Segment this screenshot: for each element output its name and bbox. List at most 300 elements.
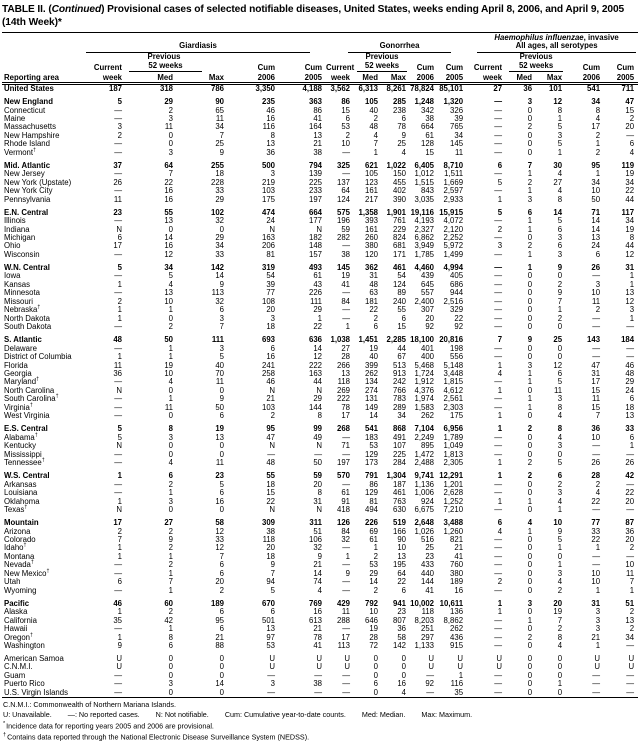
value-cell: 5: [557, 139, 563, 149]
value-cell: 1: [497, 360, 503, 370]
value-cell: —: [494, 632, 503, 642]
value-cell: 13: [266, 139, 275, 149]
value-cell: 163: [309, 369, 323, 379]
value-cell: 0: [168, 670, 173, 680]
value-cell: 102: [210, 207, 224, 217]
value-cell: 711: [621, 84, 635, 93]
reporting-area-cell: Georgia: [4, 369, 32, 379]
value-cell: U: [496, 662, 503, 672]
value-cell: U: [316, 654, 323, 664]
value-cell: 16: [164, 186, 173, 196]
value-cell: 29: [369, 568, 379, 578]
value-cell: 556: [450, 352, 464, 362]
value-cell: 10: [164, 296, 173, 306]
value-cell: 0: [527, 607, 533, 617]
value-cell: 6: [527, 207, 533, 217]
value-cell: U: [594, 654, 601, 664]
value-cell: —: [342, 288, 351, 298]
value-cell: 4: [595, 113, 601, 123]
value-cell: 3: [557, 130, 563, 140]
column-header-row: [2, 72, 638, 84]
value-cell: 670: [261, 598, 275, 608]
value-cell: 13: [625, 411, 635, 421]
value-cell: —: [114, 139, 122, 149]
value-cell: 4,193: [414, 216, 435, 226]
value-cell: 318: [159, 84, 173, 93]
value-cell: 0: [527, 296, 533, 306]
value-cell: 118: [262, 534, 275, 544]
value-cell: 0: [557, 551, 563, 561]
haemophilus-name-italic: Haemophilus influenzae: [494, 32, 584, 42]
value-cell: 120: [365, 249, 379, 259]
value-cell: 10: [591, 186, 601, 196]
value-cell: 19: [164, 360, 173, 370]
value-cell: —: [494, 432, 503, 442]
value-cell: 843: [421, 186, 435, 196]
value-cell: 16: [164, 194, 173, 204]
value-cell: 21: [591, 632, 601, 642]
value-cell: 144: [421, 577, 435, 587]
value-cell: —: [494, 560, 503, 570]
value-cell: —: [494, 377, 503, 387]
value-cell: 19: [215, 424, 224, 434]
value-cell: 2: [527, 471, 533, 481]
value-cell: 765: [450, 122, 464, 132]
value-cell: —: [626, 679, 635, 689]
value-cell: —: [494, 216, 503, 226]
value-cell: 53: [369, 560, 379, 570]
value-cell: 78,824: [410, 84, 435, 93]
value-cell: 3,448: [443, 369, 464, 379]
value-cell: 2: [557, 624, 563, 634]
value-cell: 7: [270, 568, 275, 578]
value-cell: 266: [337, 360, 351, 370]
value-cell: 95: [591, 160, 601, 170]
value-cell: 15: [341, 105, 351, 115]
value-cell: 6: [373, 322, 379, 332]
value-cell: 15: [397, 322, 407, 332]
value-cell: 1: [557, 560, 563, 570]
value-cell: 2: [168, 479, 173, 489]
value-cell: 1,026: [414, 526, 435, 536]
reporting-area-cell: Nebraska†: [4, 304, 41, 315]
reporting-area-cell: Mississippi: [4, 449, 42, 459]
value-cell: 285: [393, 97, 407, 107]
value-cell: 1: [557, 543, 563, 553]
value-cell: 86: [313, 105, 323, 115]
value-cell: 2,561: [443, 394, 464, 404]
reporting-area-cell: Pacific: [4, 598, 30, 608]
value-cell: 1,472: [414, 449, 435, 459]
value-cell: 645: [421, 279, 435, 289]
value-cell: —: [494, 449, 503, 459]
value-cell: 2: [373, 585, 379, 595]
value-cell: 10: [397, 543, 407, 553]
reporting-area-cell: New York City: [4, 186, 53, 196]
table-row: [2, 196, 638, 204]
value-cell: 195: [393, 560, 407, 570]
group-header-gonorrhea: Gonorrhea: [348, 42, 451, 53]
value-cell: 1,451: [358, 335, 379, 345]
value-cell: 34: [215, 241, 224, 251]
value-cell: N: [269, 224, 275, 234]
value-cell: —: [494, 543, 503, 553]
value-cell: 12: [215, 543, 224, 553]
value-cell: 4: [497, 369, 503, 379]
value-cell: 90: [215, 97, 224, 107]
value-cell: 9: [557, 262, 563, 272]
value-cell: 142: [393, 640, 407, 650]
value-cell: 226: [309, 288, 323, 298]
value-cell: 1: [497, 598, 503, 608]
value-cell: —: [494, 233, 503, 243]
value-cell: —: [592, 505, 601, 514]
value-cell: 19: [553, 607, 563, 617]
value-cell: 61: [341, 488, 351, 498]
value-cell: 10: [591, 568, 601, 578]
value-cell: —: [114, 560, 122, 570]
value-cell: —: [342, 313, 351, 323]
value-cell: 11: [341, 607, 351, 617]
col-header-2005: 2005: [604, 72, 638, 84]
value-cell: 0: [527, 279, 533, 289]
value-cell: 0: [527, 113, 533, 123]
value-cell: 38: [341, 249, 351, 259]
value-cell: 824: [393, 233, 407, 243]
value-cell: U: [116, 662, 122, 672]
value-cell: 4: [527, 518, 533, 528]
reporting-area-cell: New Hampshire: [4, 130, 60, 140]
value-cell: 34: [397, 411, 407, 421]
col-header-med: Med: [126, 72, 177, 84]
value-cell: 14: [591, 224, 601, 234]
value-cell: 97: [266, 632, 275, 642]
value-cell: 78: [341, 402, 351, 412]
value-cell: 19: [625, 169, 635, 179]
value-cell: —: [592, 670, 601, 680]
value-cell: 2: [557, 585, 563, 595]
reporting-area-cell: South Carolina†: [4, 393, 59, 404]
table-body: [2, 84, 638, 698]
value-cell: 1,022: [386, 160, 407, 170]
value-cell: —: [342, 147, 351, 157]
value-cell: 0: [527, 670, 533, 680]
value-cell: 8: [595, 105, 601, 115]
value-cell: 4: [168, 458, 173, 468]
value-cell: 3,035: [414, 194, 435, 204]
value-cell: 1,813: [443, 449, 464, 459]
value-cell: 1: [527, 249, 533, 259]
value-cell: 0: [527, 385, 533, 395]
value-cell: 18: [266, 479, 275, 489]
value-cell: 13: [313, 130, 323, 140]
value-cell: 5,468: [414, 360, 435, 370]
value-cell: 1,248: [414, 97, 435, 107]
value-cell: 53: [369, 441, 379, 451]
value-cell: 238: [393, 105, 407, 115]
value-cell: 60: [164, 598, 173, 608]
value-cell: 3: [557, 394, 563, 404]
value-cell: 0: [527, 449, 533, 459]
value-cell: —: [592, 313, 601, 323]
value-cell: 2,285: [386, 335, 407, 345]
value-cell: —: [592, 449, 601, 459]
value-cell: 14: [215, 679, 224, 689]
corner-cell: [2, 33, 64, 54]
value-cell: 915: [450, 640, 464, 650]
value-cell: 1: [168, 624, 173, 634]
value-cell: 18: [215, 169, 224, 179]
value-cell: 3: [219, 313, 224, 323]
value-cell: 33: [215, 534, 224, 544]
value-cell: 0: [557, 343, 563, 353]
value-cell: 6: [401, 585, 407, 595]
value-cell: —: [494, 551, 503, 561]
value-cell: —: [626, 322, 635, 332]
reporting-area-cell: New Jersey: [4, 169, 45, 179]
value-cell: 6: [219, 305, 224, 315]
value-cell: 34: [591, 97, 601, 107]
value-cell: 1: [497, 471, 503, 481]
value-cell: 944: [450, 288, 464, 298]
reporting-area-cell: Connecticut: [4, 105, 46, 115]
value-cell: 1: [595, 139, 601, 149]
value-cell: N: [116, 385, 122, 395]
value-cell: 2: [219, 585, 224, 595]
value-cell: 38: [313, 147, 323, 157]
value-cell: 89: [397, 288, 407, 298]
value-cell: 59: [313, 471, 323, 481]
value-cell: 1,260: [443, 526, 464, 536]
value-cell: 40: [215, 360, 224, 370]
value-cell: 1,038: [330, 335, 351, 345]
value-cell: 1: [168, 394, 173, 404]
value-cell: 646: [365, 615, 379, 625]
value-cell: 11: [454, 147, 464, 157]
value-cell: 760: [450, 560, 464, 570]
value-cell: 53: [266, 640, 275, 650]
value-cell: 15,915: [439, 207, 464, 217]
value-cell: 7,104: [414, 424, 435, 434]
value-cell: 3: [497, 241, 503, 251]
value-cell: 7,210: [443, 505, 464, 514]
value-cell: 6: [401, 113, 407, 123]
value-cell: 10: [369, 607, 379, 617]
value-cell: 9,741: [414, 471, 435, 481]
value-cell: U: [457, 662, 464, 672]
value-cell: 22: [369, 305, 379, 315]
value-cell: 2: [497, 224, 503, 234]
value-cell: 19: [369, 624, 379, 634]
value-cell: 0: [557, 271, 563, 281]
value-cell: 2,933: [443, 194, 464, 204]
value-cell: 664: [421, 122, 435, 132]
value-cell: 111: [211, 335, 224, 345]
value-cell: 95: [266, 424, 275, 434]
value-cell: 11: [215, 458, 224, 468]
value-cell: 2,120: [443, 224, 464, 234]
value-cell: 474: [261, 207, 275, 217]
value-cell: 1: [629, 585, 635, 595]
value-cell: 99: [313, 424, 323, 434]
value-cell: 46: [266, 377, 275, 387]
value-cell: 6,313: [358, 84, 379, 93]
value-cell: 0: [557, 654, 563, 664]
group-header-gonorrhea-cell: [326, 33, 467, 54]
value-cell: 187: [108, 84, 122, 93]
value-cell: 2: [527, 424, 533, 434]
value-cell: 29: [313, 305, 323, 315]
value-cell: 0: [527, 322, 533, 332]
value-cell: U: [628, 662, 635, 672]
title-week-label: (14th Week)*: [2, 16, 62, 28]
reporting-area-cell: Vermont†: [4, 147, 36, 157]
value-cell: 2,597: [443, 186, 464, 196]
value-cell: 55: [266, 471, 275, 481]
reporting-area-cell: Montana: [4, 551, 35, 561]
value-cell: 7: [595, 411, 601, 421]
value-cell: 142: [210, 262, 224, 272]
value-cell: —: [342, 679, 351, 689]
value-cell: —: [494, 568, 503, 578]
col-header-max: Max: [382, 72, 410, 84]
value-cell: —: [626, 505, 635, 514]
value-cell: 1,901: [386, 207, 407, 217]
value-cell: 41: [313, 113, 323, 123]
value-cell: —: [267, 687, 275, 697]
value-cell: 3: [557, 249, 563, 259]
value-cell: 1: [527, 369, 533, 379]
value-cell: 436: [450, 632, 464, 642]
value-cell: 2,249: [414, 432, 435, 442]
value-cell: 2,516: [443, 296, 464, 306]
value-cell: 26: [591, 458, 601, 468]
value-cell: 2,252: [443, 233, 464, 243]
value-cell: 14: [164, 233, 173, 243]
value-cell: 43: [313, 279, 323, 289]
value-cell: 1,583: [414, 402, 435, 412]
value-cell: 196: [337, 216, 351, 226]
value-cell: 3: [168, 147, 173, 157]
reporting-area-cell: Kansas: [4, 279, 31, 289]
value-cell: 117: [621, 207, 635, 217]
value-cell: N: [116, 441, 122, 451]
table-row: [2, 642, 638, 650]
value-cell: 0: [219, 662, 224, 672]
value-cell: 4,072: [443, 216, 464, 226]
value-cell: 103: [261, 186, 275, 196]
value-cell: 128: [421, 139, 435, 149]
footnote-abbreviations: U: Unavailable. —: No reported cases. N: Not notifiable. Cum: Cumulative year-to-date counts. Med: Median. Max: Maximum.: [3, 710, 473, 719]
value-cell: 0: [219, 224, 224, 234]
value-cell: 13: [215, 432, 224, 442]
value-cell: 3: [527, 598, 533, 608]
value-cell: 0: [219, 687, 224, 697]
col-header-med: Med: [506, 72, 536, 84]
value-cell: 1,912: [414, 377, 435, 387]
reporting-area-cell: C.N.M.I.: [4, 662, 33, 672]
footnote-cnmi: C.N.M.I.: Commonwealth of Northern Mariana Islands.: [3, 700, 176, 710]
value-cell: 182: [309, 233, 323, 243]
value-cell: 8: [557, 402, 563, 412]
value-cell: 0: [219, 654, 224, 664]
value-cell: 139: [309, 169, 323, 179]
value-cell: 3: [527, 97, 533, 107]
value-cell: 5: [497, 207, 503, 217]
value-cell: 636: [309, 335, 323, 345]
value-cell: 0: [557, 322, 563, 332]
value-cell: 19: [625, 224, 635, 234]
reporting-area-cell: U.S. Virgin Islands: [4, 687, 68, 697]
value-cell: 1,669: [443, 177, 464, 187]
col-header-week: week: [467, 72, 506, 84]
col-header-current: Current: [326, 63, 355, 72]
value-cell: —: [494, 186, 503, 196]
value-cell: 0: [527, 139, 533, 149]
value-cell: 32: [313, 543, 323, 553]
value-cell: 269: [337, 385, 351, 395]
value-cell: 91: [341, 496, 351, 506]
value-cell: 228: [210, 177, 224, 187]
reporting-area-cell: California: [4, 615, 37, 625]
reporting-area-cell: Rhode Island: [4, 139, 50, 149]
value-cell: 198: [450, 343, 464, 353]
value-cell: 0: [168, 505, 173, 514]
value-cell: 9: [401, 130, 407, 140]
value-cell: 17: [591, 122, 601, 132]
value-cell: 229: [393, 224, 407, 234]
value-cell: —: [494, 479, 503, 489]
value-cell: 13: [164, 216, 173, 226]
value-cell: 21: [313, 560, 323, 570]
value-cell: 145: [337, 262, 351, 272]
col-header-cum: Cum: [304, 63, 323, 72]
value-cell: 25: [553, 335, 563, 345]
value-cell: —: [494, 441, 503, 451]
value-cell: 8: [317, 411, 323, 421]
value-cell: 67: [397, 352, 407, 362]
value-cell: —: [494, 402, 503, 412]
reporting-area-cell: Wyoming: [4, 585, 37, 595]
value-cell: N: [316, 385, 323, 395]
value-cell: 129: [365, 488, 379, 498]
haemophilus-name-rest: , invasive: [583, 32, 619, 42]
value-cell: 1: [168, 585, 173, 595]
value-cell: 22: [397, 577, 407, 587]
reporting-area-cell: New England: [4, 97, 53, 107]
value-cell: 3: [219, 343, 224, 353]
value-cell: 1: [527, 394, 533, 404]
value-cell: 58: [397, 632, 407, 642]
value-cell: 48: [369, 279, 379, 289]
value-cell: 1: [557, 305, 563, 315]
value-cell: 22: [591, 496, 601, 506]
value-cell: 664: [309, 207, 323, 217]
value-cell: 164: [309, 122, 323, 132]
col-header-cum: Cum: [616, 63, 635, 72]
col-header-cum: Cum: [445, 63, 464, 72]
value-cell: 20: [625, 122, 635, 132]
value-cell: 1: [497, 194, 503, 204]
value-cell: 1,724: [414, 369, 435, 379]
value-cell: 0: [557, 449, 563, 459]
value-cell: 107: [393, 441, 407, 451]
haemophilus-name-line2: All ages, all serotypes: [515, 41, 598, 51]
value-cell: 241: [261, 360, 275, 370]
value-cell: 24: [591, 241, 601, 251]
value-cell: 0: [527, 543, 533, 553]
value-cell: 1: [168, 488, 173, 498]
